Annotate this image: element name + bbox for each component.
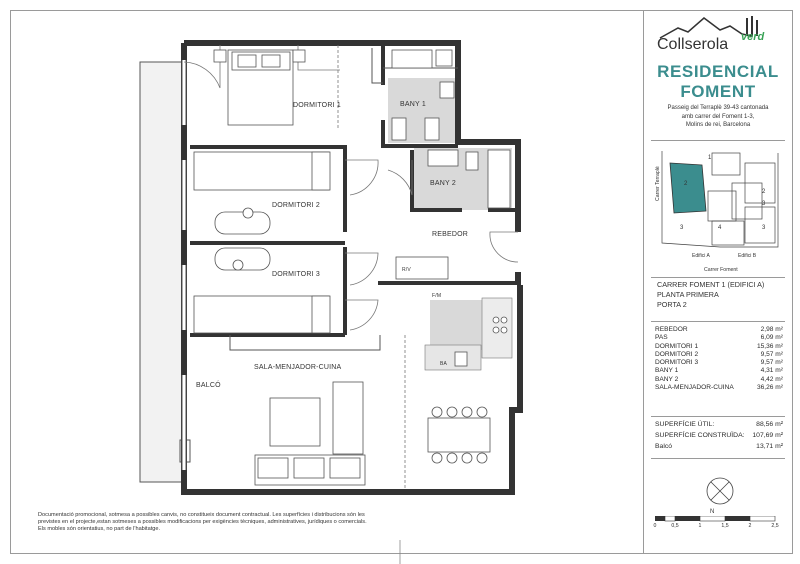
label-dormitori-3: DORMITORI 3 [272,271,320,278]
kitchen-floor [430,300,482,350]
brand-name: Collserola [657,36,729,53]
label-bany-2: BANY 2 [430,180,456,187]
separator [651,140,785,141]
totals-table [655,420,783,452]
label-sala: SALA-MENJADOR-CUINA [254,364,342,371]
site-lot-2: 2 [684,181,688,187]
room-row: BANY 2 4,42 m² [655,375,783,383]
room-row: SALA-MENJADOR-CUINA 36,26 m² [655,384,783,392]
site-building-a: Edifici A [692,253,710,259]
total-row: SUPERFÍCIE CONSTRUÏDA: 107,69 m² [655,431,783,439]
label-ba: BA [440,361,448,367]
project-title-1: RESIDENCIAL [657,62,779,81]
label-bany-1: BANY 1 [400,101,426,108]
site-lot-1: 1 [708,155,712,161]
room-row: DORMITORI 1 15,36 m² [655,342,783,350]
site-street-bottom: Carrer Foment [704,267,738,273]
separator [651,458,785,459]
site-lot-3c: 3 [762,201,766,207]
scale-tick: 2 [748,523,752,529]
site-building-b: Edifici B [738,253,757,259]
label-rv: R/V [402,267,411,273]
room-row: PAS 6,09 m² [655,334,783,342]
total-row: Balcó 13,71 m² [655,442,783,450]
site-lot-4: 4 [718,225,722,231]
label-dormitori-1: DORMITORI 1 [293,102,341,109]
site-street-top: Carrer Terraplè [655,166,661,201]
scale-tick: 1 [698,523,702,529]
scale-tick: 1,5 [721,523,729,529]
scale-bar [655,516,785,522]
separator [651,416,785,417]
site-plan [650,143,788,275]
scale-tick: 0 [653,523,657,529]
site-lot-2b: 2 [762,189,766,195]
room-area-table [655,326,783,392]
label-fm: F/M [432,293,442,299]
site-lot-3: 3 [680,225,684,231]
scale-tick: 2,5 [771,523,779,529]
label-dormitori-2: DORMITORI 2 [272,202,320,209]
balcony [140,62,182,482]
sidebar-divider [643,10,644,554]
total-row: SUPERFÍCIE ÚTIL: 88,56 m² [655,421,783,428]
project-address: Passeig del Terraplè 39-43 cantonada amb carrer del Foment 1-3, Molins de rei, Barcelona [667,105,769,128]
compass-north: N [710,509,715,514]
disclaimer: Documentació promocional, sotmesa a possibles canvis, no constitueix document contractual. Les superfícies i distribucions són les previstes en el projecte,estan sotmeses a possibles modificacions per exigències tècniques, administratives, jurídiques o comercials. Els mobles són orientatius, no part de l'habitatge. [38,512,367,533]
room-row: DORMITORI 2 9,57 m² [655,350,783,358]
room-row: DORMITORI 3 9,57 m² [655,359,783,367]
room-row: BANY 1 4,31 m² [655,367,783,375]
unit-info: CARRER FOMENT 1 (EDIFICI A) PLANTA PRIMERA PORTA 2 [657,280,765,309]
label-balco: BALCÓ [196,382,221,389]
project-title-2: FOMENT [680,82,756,101]
brand-accent: verd [741,31,765,43]
label-rebedor: REBEDOR [432,231,469,238]
site-lot-3b: 3 [762,225,766,231]
separator [651,321,785,322]
compass-icon [704,476,738,514]
room-row: REBEDOR 2,98 m² [655,326,783,333]
scale-tick: 0,5 [671,523,679,529]
separator [651,277,785,278]
